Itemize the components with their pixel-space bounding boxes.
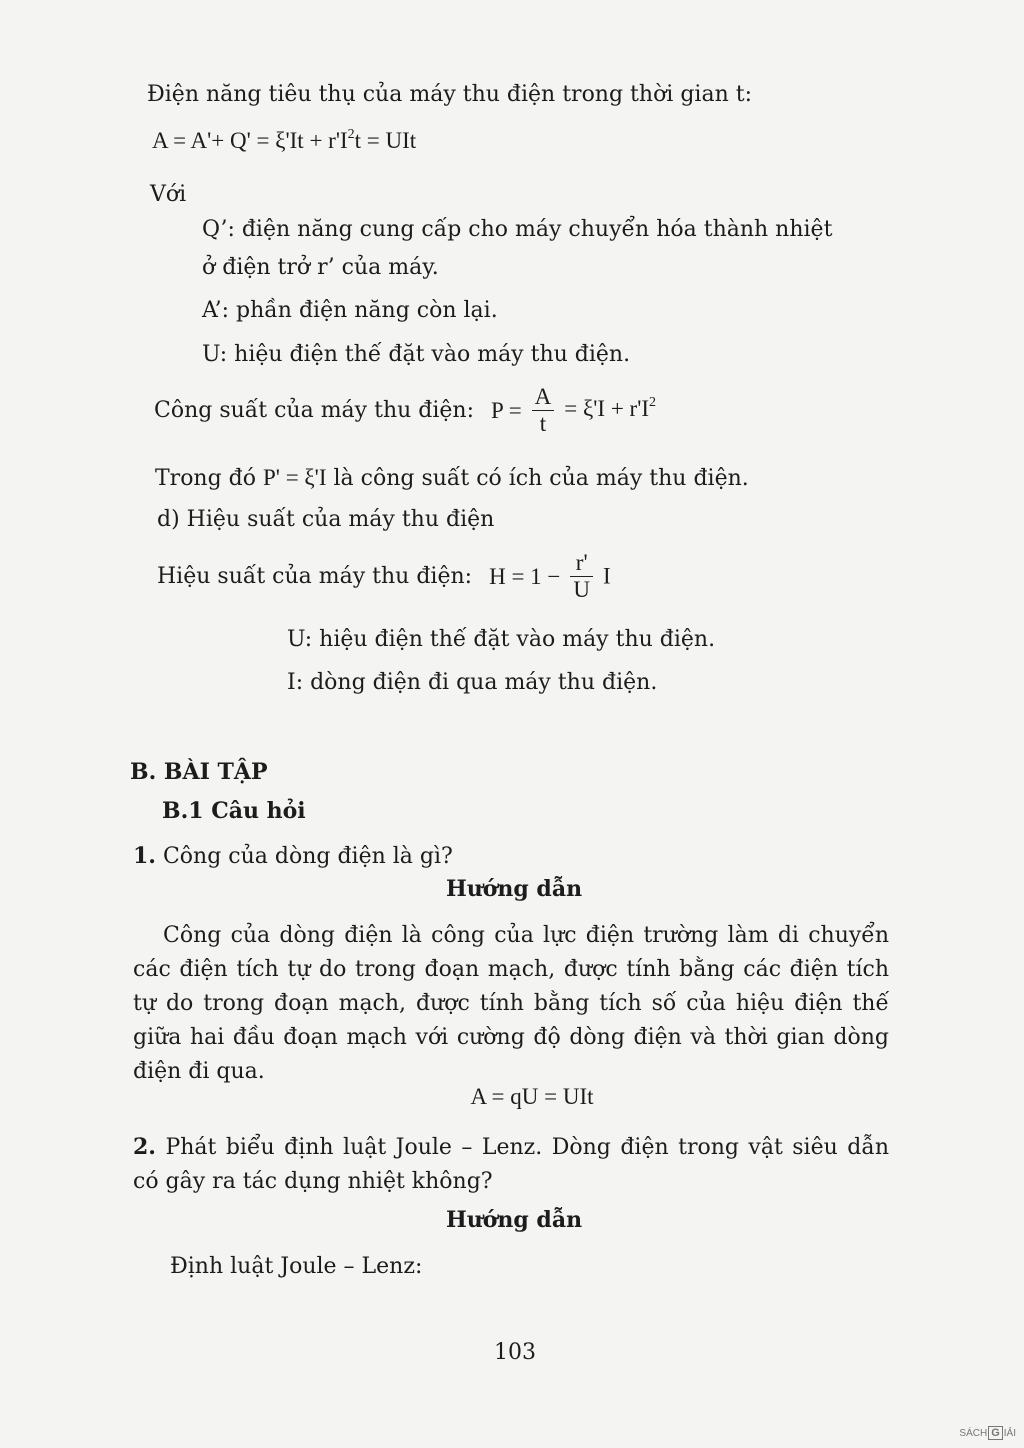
useful-power-suffix: là công suất có ích của máy thu điện. bbox=[333, 466, 749, 491]
power-fraction-denominator: t bbox=[539, 411, 547, 436]
efficiency-def-u: U: hiệu điện thế đặt vào máy thu điện. bbox=[287, 627, 716, 652]
definition-a-prime: A’: phần điện năng còn lại. bbox=[202, 298, 498, 323]
section-b-title: B. BÀI TẬP bbox=[130, 759, 268, 785]
question-2 bbox=[133, 1130, 889, 1199]
efficiency-label: Hiệu suất của máy thu điện: bbox=[157, 563, 473, 589]
energy-formula-exponent: 2 bbox=[347, 127, 355, 142]
power-lhs: P = bbox=[491, 397, 522, 423]
question-2-number: 2. bbox=[133, 1134, 156, 1160]
definition-q-prime-cont: ở điện trở r’ của máy. bbox=[202, 255, 439, 280]
question-1-formula: A = qU = UIt bbox=[470, 1084, 594, 1109]
efficiency-fraction bbox=[570, 550, 593, 603]
definition-q-prime: Q’: điện năng cung cấp cho máy chuyển hóa thành nhiệt bbox=[202, 217, 833, 242]
logo-tail: IẢI bbox=[1003, 1427, 1016, 1439]
efficiency-formula-line bbox=[157, 550, 611, 603]
question-2-answer-start: Định luật Joule – Lenz: bbox=[170, 1254, 423, 1279]
efficiency-fraction-denominator: U bbox=[573, 577, 591, 602]
power-consumed-line: Điện năng tiêu thụ của máy thu điện trong thời gian t: bbox=[147, 82, 752, 107]
question-2-text: Phát biểu định luật Joule – Lenz. Dòng điện trong vật siêu dẫn có gây ra tác dụng nhiệt không? bbox=[133, 1135, 889, 1194]
energy-formula bbox=[152, 128, 416, 154]
definition-u: U: hiệu điện thế đặt vào máy thu điện. bbox=[202, 342, 631, 367]
power-formula-line bbox=[154, 384, 656, 437]
efficiency-fraction-numerator: r' bbox=[570, 550, 593, 577]
question-1-answer bbox=[133, 919, 889, 1089]
question-2-guide-heading: Hướng dẫn bbox=[445, 1207, 583, 1233]
page-number: 103 bbox=[494, 1340, 536, 1365]
efficiency-heading: d) Hiệu suất của máy thu điện bbox=[157, 507, 495, 532]
logo-box: G bbox=[988, 1426, 1003, 1440]
useful-power-prefix: Trong đó bbox=[155, 466, 257, 491]
power-rhs-exponent: 2 bbox=[649, 394, 657, 410]
section-b1-subtitle: B.1 Câu hỏi bbox=[162, 798, 306, 824]
logo-text: SÁCH bbox=[959, 1427, 988, 1439]
power-rhs-text: = ξ'I + r'I bbox=[564, 395, 650, 421]
efficiency-rhs: I bbox=[603, 563, 611, 589]
with-label: Với bbox=[150, 182, 187, 207]
useful-power-formula: P' = ξ'I bbox=[263, 465, 327, 490]
efficiency-lhs: H = 1 − bbox=[489, 563, 561, 589]
question-1-number: 1. bbox=[133, 843, 156, 869]
question-1 bbox=[133, 841, 453, 872]
energy-formula-part2: t = UIt bbox=[354, 128, 417, 153]
question-1-guide-heading: Hướng dẫn bbox=[445, 876, 583, 902]
power-fraction bbox=[532, 384, 555, 437]
efficiency-def-i: I: dòng điện đi qua máy thu điện. bbox=[287, 670, 658, 695]
publisher-logo bbox=[959, 1426, 1016, 1440]
question-1-text: Công của dòng điện là gì? bbox=[162, 844, 453, 869]
useful-power-line bbox=[155, 463, 749, 494]
question-1-answer-text: Công của dòng điện là công của lực điện trường làm di chuyển các điện tích tự do trong đoạn mạch, được tính bằng các điện tích tự do trong đoạn mạch, được tính bằng tích số của hiệu điện thế giữa hai đầu đoạn mạch với cường độ dòng điện và thời gian dòng điện đi qua. bbox=[133, 923, 889, 1084]
power-label: Công suất của máy thu điện: bbox=[154, 397, 474, 423]
energy-formula-part1: A = A'+ Q' = ξ'It + r'I bbox=[152, 128, 348, 153]
power-fraction-numerator: A bbox=[532, 384, 555, 411]
power-rhs bbox=[564, 396, 656, 421]
